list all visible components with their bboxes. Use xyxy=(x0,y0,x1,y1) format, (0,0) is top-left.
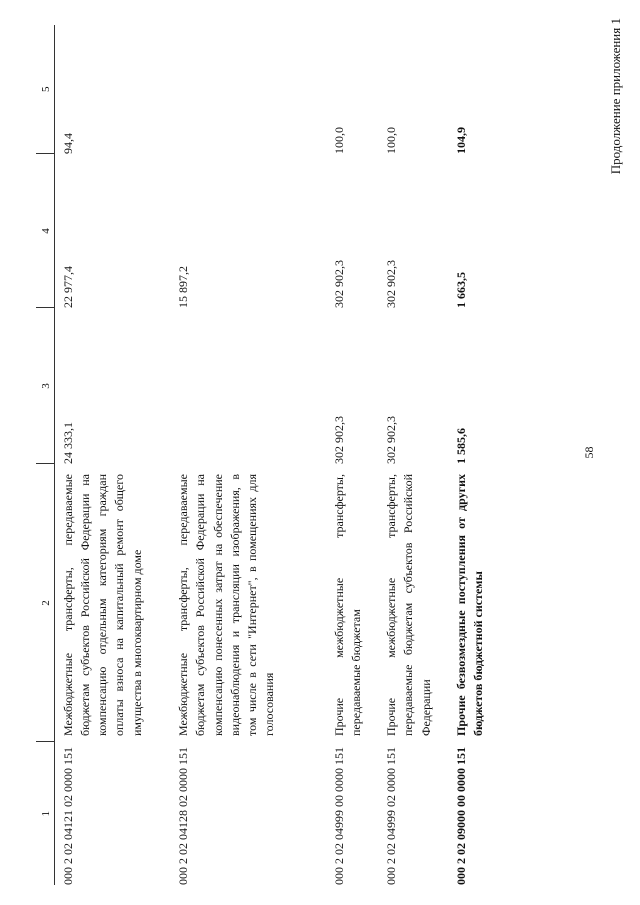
table-row xyxy=(54,25,170,885)
table-row xyxy=(378,25,448,885)
budget-code: 000 2 02 09000 00 0000 151 xyxy=(454,747,468,885)
plan-value: 302 902,3 xyxy=(332,416,346,464)
executed-value: 302 902,3 xyxy=(384,260,398,308)
column-number-4: 4 xyxy=(36,154,54,308)
table-row xyxy=(326,25,378,885)
continuation-label: Продолжение приложения 1 xyxy=(608,18,623,175)
executed-value: 1 663,5 xyxy=(454,272,468,308)
plan-value: 1 585,6 xyxy=(454,428,468,464)
row-description: Прочие межбюджетные трансферты, передаваемые бюджетам субъектов Российской Федерации xyxy=(384,474,433,736)
budget-code: 000 2 02 04121 02 0000 151 xyxy=(60,747,75,885)
plan-value: 24 333,1 xyxy=(60,422,75,464)
plan-value xyxy=(170,308,326,464)
percent-value: 94,4 xyxy=(60,133,75,154)
column-number-1: 1 xyxy=(36,742,54,885)
executed-value: 302 902,3 xyxy=(332,260,346,308)
column-number-3: 3 xyxy=(36,308,54,464)
budget-code: 000 2 02 04999 00 0000 151 xyxy=(332,747,346,885)
column-number-5: 5 xyxy=(36,25,54,154)
plan-value: 302 902,3 xyxy=(384,416,398,464)
table-row xyxy=(170,25,326,885)
percent-value: 100,0 xyxy=(384,127,398,154)
percent-value: 104,9 xyxy=(454,127,468,154)
row-description: Межбюджетные трансферты, передаваемые бюджетам субъектов Российской Федерации на компенсацию понесенных затрат на обеспечение видеонаблюдения и трансляции изображения, в том числе в сети "Интернет", в помещениях для голосования xyxy=(176,474,277,736)
executed-value: 22 977,4 xyxy=(60,266,75,308)
page-number: 58 xyxy=(582,446,596,459)
column-number-2: 2 xyxy=(36,464,54,742)
percent-value xyxy=(170,25,326,154)
budget-code: 000 2 02 04128 02 0000 151 xyxy=(176,747,190,885)
row-description: Прочие межбюджетные трансферты, передаваемые бюджетам xyxy=(332,474,364,736)
budget-table xyxy=(36,25,512,885)
table-row xyxy=(448,25,512,885)
executed-value: 15 897,2 xyxy=(176,266,190,308)
column-number-row xyxy=(36,25,54,885)
row-description: Межбюджетные трансферты, передаваемые бюджетам субъектов Российской Федерации на компенсацию отдельным категориям граждан оплаты взноса на капитальный ремонт общего имущества в многоквартирном доме xyxy=(60,474,144,736)
budget-code: 000 2 02 04999 02 0000 151 xyxy=(384,747,398,885)
row-description: Прочие безвозмездные поступления от других бюджетов бюджетной системы xyxy=(454,474,486,736)
percent-value: 100,0 xyxy=(332,127,346,154)
